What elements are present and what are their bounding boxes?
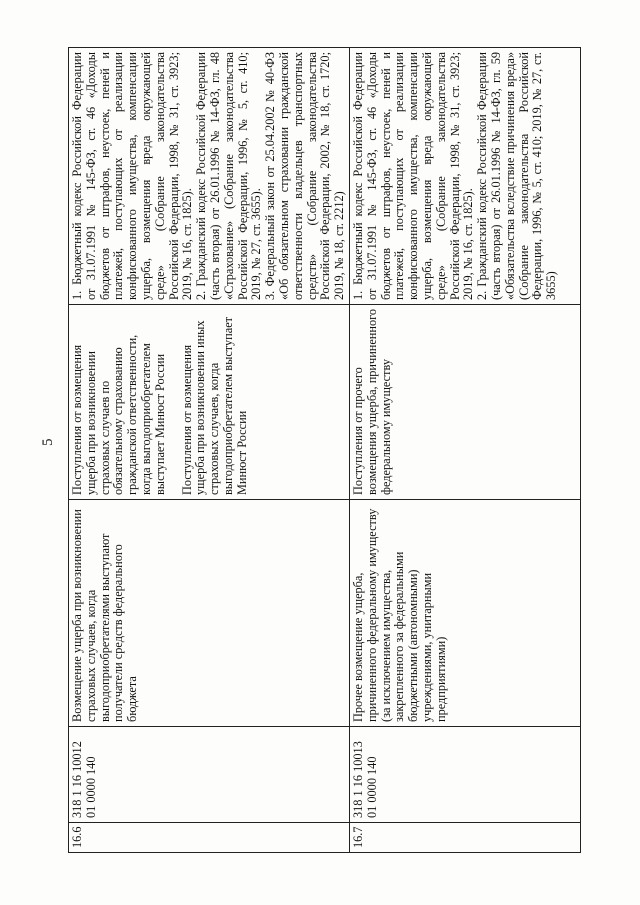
table-row [349, 48, 580, 853]
revenue-source: Поступления от возмещения ущерба при возникновении иных страховых случаев, когда выгодоприобретателем выступает Минюст России [179, 316, 249, 495]
budget-classification-code: 318 1 16 10013 01 0000 140 [349, 727, 580, 823]
budget-classification-code: 318 1 16 10012 01 0000 140 [69, 727, 350, 823]
revenue-sources [69, 305, 350, 500]
row-number: 16.6 [69, 823, 350, 853]
legal-reference: 1. Бюджетный кодекс Российской Федерации от 31.07.1991 № 145-ФЗ, ст. 46 «Доходы бюджетов от штрафов, неустоек, пеней и платежей, поступающих от реализации конфискованного имущества, компенсации ущерба, возмещения вреда окружающей среде» (Собрание законодательства Российской Федерации, 1998, № 31, ст. 3923; 2019, № 16, ст. 1825). [70, 52, 195, 300]
revenue-codes-table [68, 47, 581, 853]
page-number: 5 [40, 438, 56, 446]
legal-reference: 2. Гражданский кодекс Российской Федерации (часть вторая) от 26.01.1996 № 14-ФЗ, гл. 48 «Страхование» (Собрание законодательства Российской Федерации, 1996, № 5, ст. 410; 2019, № 27, ст. 3655). [194, 52, 264, 300]
revenue-source: Поступления от прочего возмещения ущерба, причиненного федеральному имуществу [350, 308, 393, 495]
legal-basis [69, 48, 350, 305]
legal-reference: 3. Федеральный закон от 25.04.2002 № 40-ФЗ «Об обязательном страховании гражданской ответственности владельцев транспортных средств» (Собрание законодательства Российской Федерации, 2002, № 18, ст. 1720; 2019, № 18, ст. 2212) [263, 52, 347, 300]
revenue-name: Возмещение ущерба при возникновении страховых случаев, когда выгодоприобретателями выступают получатели средств федерального бюджета [69, 500, 350, 727]
row-number: 16.7 [349, 823, 580, 853]
legal-reference: 1. Бюджетный кодекс Российской Федерации от 31.07.1991 № 145-ФЗ, ст. 46 «Доходы бюджетов от штрафов, неустоек, пеней и платежей, поступающих от реализации конфискованного имущества, компенсации ущерба, возмещения вреда окружающей среде» (Собрание законодательства Российской Федерации, 1998, № 31, ст. 3923; 2019, № 16, ст. 1825). [350, 52, 476, 300]
legal-reference: 2. Гражданский кодекс Российской Федерации (часть вторая) от 26.01.1996 № 14-ФЗ, гл. 59 «Обязательства вследствие причинения вреда» (Собрание законодательства Российской Федерации, 1996, № 5, ст. 410; 2019, № 27, ст. 3655) [475, 52, 559, 300]
table-row [69, 48, 350, 853]
legal-basis [349, 48, 580, 305]
revenue-name: Прочее возмещение ущерба, причиненного федеральному имуществу (за исключением имущества, закрепленного за федеральными бюджетными (автономными) учреждениями, унитарными предприятиями) [349, 500, 580, 727]
revenue-source: Поступления от возмещения ущерба при возникновении страховых случаев по обязательному страхованию гражданской ответственности, когда выгодоприобретателем выступает Минюст России [70, 334, 167, 495]
revenue-sources [349, 305, 580, 500]
